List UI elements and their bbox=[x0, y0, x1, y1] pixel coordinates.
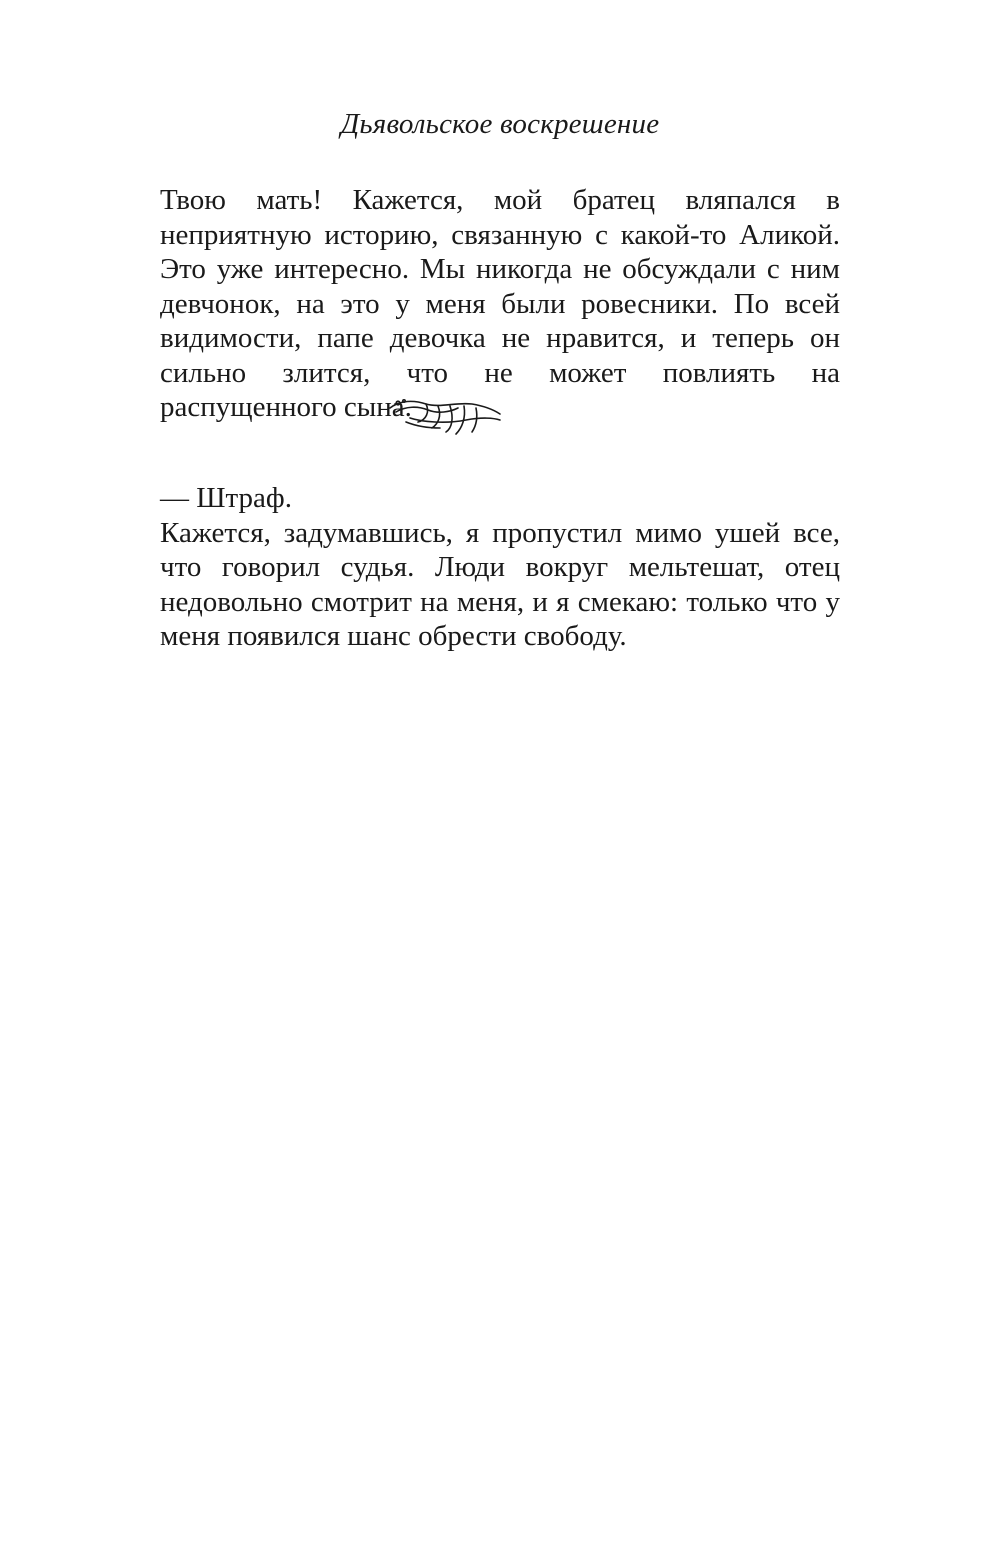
text-section-1 bbox=[160, 183, 840, 425]
running-head: Дьявольское воскрешение bbox=[340, 108, 660, 140]
paragraph: — Штраф. bbox=[160, 482, 292, 514]
wave-ornament-icon bbox=[386, 392, 504, 440]
paragraph: Кажется, задумавшись, я пропустил мимо ушей все, что говорил судья. Люди вокруг мельтешат, отец недовольно смотрит на меня, и я смекаю: только что у меня появился шанс обрести свободу. bbox=[160, 516, 840, 652]
text-section-2 bbox=[160, 481, 840, 654]
paragraph: Твою мать! Кажется, мой братец вляпался в неприятную историю, связанную с какой-то Аликой. Это уже интересно. Мы никогда не обсуждали с ним девчонок, на это у меня были ровесники. По всей видимости, папе девочка не нравится, и теперь он сильно злится, что не может повлиять на распущенного сына. bbox=[160, 184, 840, 423]
